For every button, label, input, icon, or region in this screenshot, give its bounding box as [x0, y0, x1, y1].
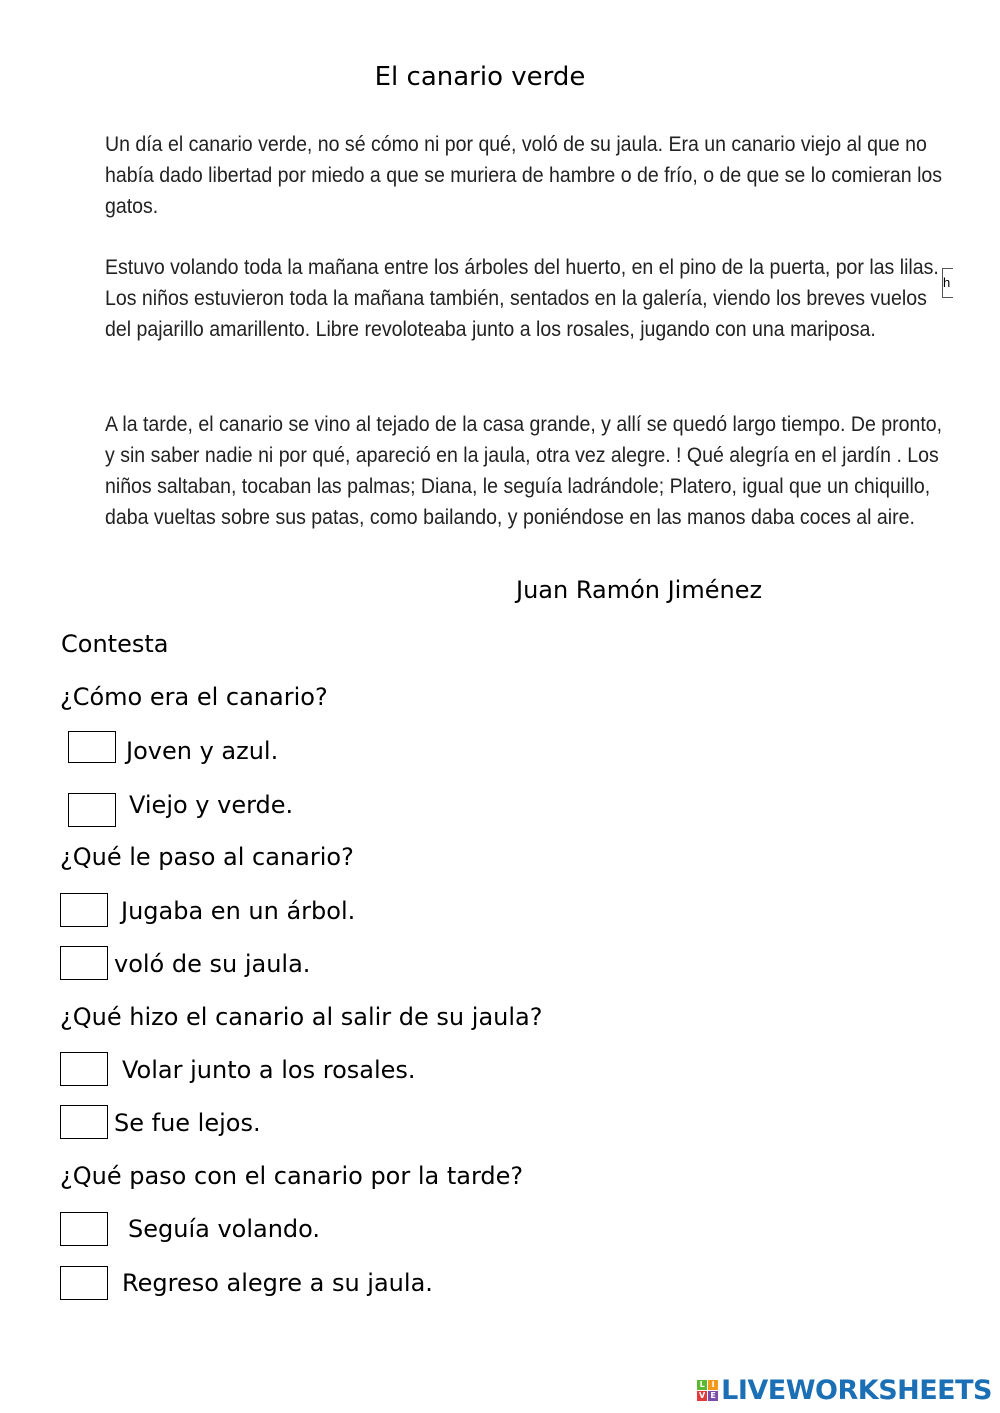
worksheet-title: El canario verde — [374, 62, 586, 92]
logo-tile-l: L — [697, 1380, 707, 1390]
question-1: ¿Cómo era el canario? — [60, 683, 328, 711]
checkbox-q4-option-2[interactable] — [60, 1266, 108, 1300]
q2-option-1-label: Jugaba en un árbol. — [121, 897, 356, 925]
liveworksheets-logo — [697, 1375, 992, 1405]
q4-option-2-label: Regreso alegre a su jaula. — [122, 1269, 433, 1297]
passage-paragraph-3: A la tarde, el canario se vino al tejado de la casa grande, y allí se quedó largo tiempo. De pronto, y sin saber nadie ni por qué, apareció en la jaula, otra vez alegre. ! Qué alegría en el jardín . Los niños saltaban, tocaban las palmas; Diana, le seguía ladrándole; Platero, igual que un chiquillo, daba vueltas sobre sus patas, como bailando, y poniéndose en las manos daba coces al aire. — [105, 413, 943, 529]
logo-tile-i: I — [708, 1380, 718, 1390]
checkbox-q1-option-2[interactable] — [68, 793, 116, 827]
q2-option-2-label: voló de su jaula. — [114, 950, 311, 978]
question-3: ¿Qué hizo el canario al salir de su jaula? — [60, 1003, 543, 1031]
checkbox-q2-option-1[interactable] — [60, 893, 108, 927]
instructions: Contesta — [61, 630, 169, 658]
logo-text: LIVEWORKSHEETS — [721, 1374, 992, 1406]
question-4: ¿Qué paso con el canario por la tarde? — [60, 1162, 524, 1190]
checkbox-q1-option-1[interactable] — [68, 731, 116, 763]
author-name: Juan Ramón Jiménez — [516, 576, 763, 604]
checkbox-q4-option-1[interactable] — [60, 1212, 108, 1246]
q1-option-1-label: Joven y azul. — [126, 737, 279, 765]
checkbox-q3-option-2[interactable] — [60, 1105, 108, 1139]
margin-mark: h — [942, 268, 953, 298]
q4-option-1-label: Seguía volando. — [128, 1215, 321, 1243]
logo-tile-e: E — [708, 1391, 718, 1401]
q3-option-2-label: Se fue lejos. — [114, 1109, 261, 1137]
passage-paragraph-2: Estuvo volando toda la mañana entre los árboles del huerto, en el pino de la puerta, por las lilas. Los niños estuvieron toda la mañana también, sentados en la galería, viendo los breves vuelos del pajarillo amarillento. Libre revoloteaba junto a los rosales, jugando con una mariposa. — [105, 256, 939, 341]
liveworksheets-logo-icon — [697, 1380, 718, 1401]
checkbox-q2-option-2[interactable] — [60, 946, 108, 980]
q1-option-2-label: Viejo y verde. — [129, 791, 294, 819]
q3-option-1-label: Volar junto a los rosales. — [122, 1056, 416, 1084]
logo-tile-v: V — [699, 1390, 706, 1400]
question-2: ¿Qué le paso al canario? — [60, 843, 354, 871]
checkbox-q3-option-1[interactable] — [60, 1052, 108, 1086]
passage-paragraph-1: Un día el canario verde, no sé cómo ni por qué, voló de su jaula. Era un canario viejo al que no había dado libertad por miedo a que se muriera de hambre o de frío, o de que se lo comieran los gatos. — [105, 133, 943, 218]
